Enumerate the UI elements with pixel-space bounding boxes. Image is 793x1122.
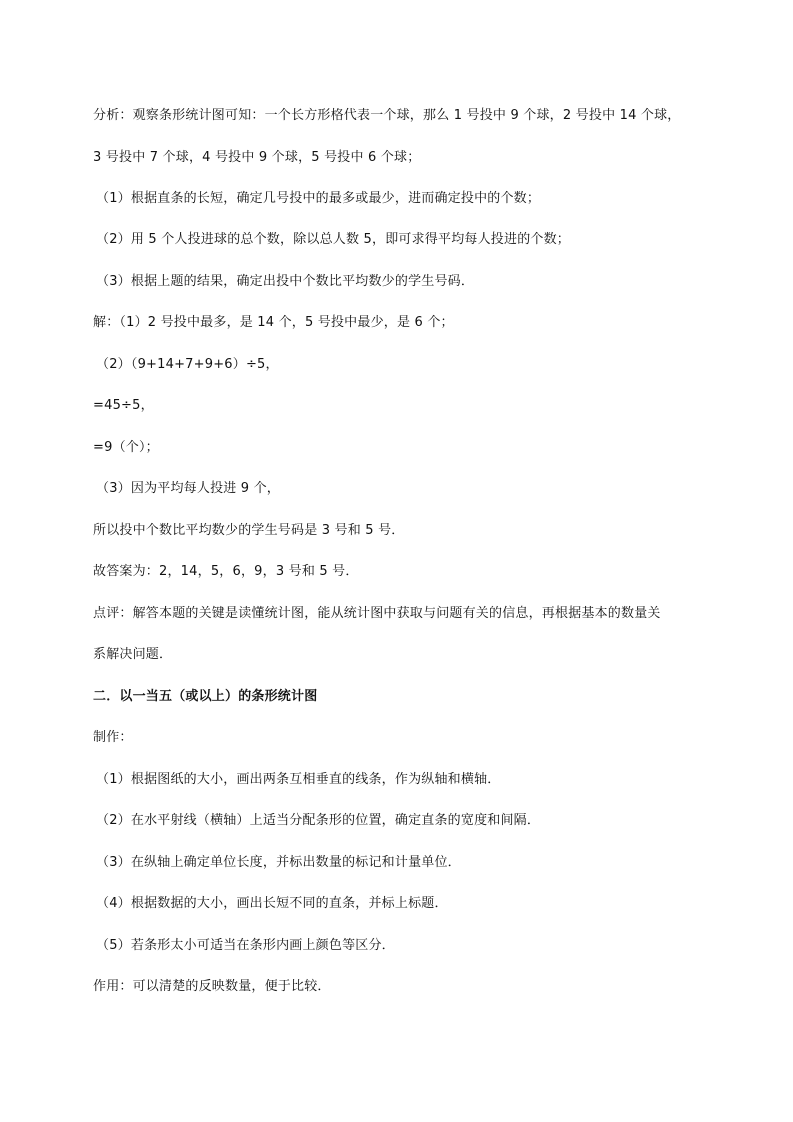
- comment-line-2: 系解决问题．: [93, 647, 173, 662]
- analysis-step-1: （1）根据直条的长短，确定几号投中的最多或最少，进而确定投中的个数；: [96, 191, 541, 206]
- production-step-5: （5）若条形太小可适当在条形内画上颜色等区分．: [96, 938, 395, 953]
- solution-part-1: 解：（1）2 号投中最多，是 14 个，5 号投中最少，是 6 个；: [93, 315, 454, 330]
- answer-line: 故答案为：2，14，5，6，9，3 号和 5 号．: [93, 564, 359, 579]
- solution-part-2-expression: （2）（9+14+7+9+6）÷5，: [96, 357, 279, 372]
- production-step-3: （3）在纵轴上确定单位长度，并标出数量的标记和计量单位．: [96, 855, 461, 870]
- analysis-step-3: （3）根据上题的结果，确定出投中个数比平均数少的学生号码．: [96, 274, 475, 289]
- analysis-line-2: 3 号投中 7 个球，4 号投中 9 个球，5 号投中 6 个球；: [93, 150, 421, 165]
- purpose-line: 作用：可以清楚的反映数量，便于比较．: [93, 979, 331, 994]
- analysis-step-2: （2）用 5 个人投进球的总个数，除以总人数 5，即可求得平均每人投进的个数；: [96, 232, 571, 247]
- analysis-line-1: 分析：观察条形统计图可知：一个长方形格代表一个球，那么 1 号投中 9 个球，2 号投中 14 个球，: [93, 108, 681, 123]
- solution-part-3: （3）因为平均每人投进 9 个，: [96, 481, 281, 496]
- solution-part-2-step: =45÷5，: [93, 398, 154, 413]
- solution-part-3-conclusion: 所以投中个数比平均数少的学生号码是 3 号和 5 号．: [93, 523, 405, 538]
- comment-line-1: 点评：解答本题的关键是读懂统计图，能从统计图中获取与问题有关的信息，再根据基本的数量关: [93, 606, 661, 621]
- section-heading: 二．以一当五（或以上）的条形统计图: [93, 689, 318, 704]
- solution-part-2-result: =9（个）；: [93, 440, 159, 455]
- production-label: 制作：: [93, 730, 133, 745]
- production-step-4: （4）根据数据的大小，画出长短不同的直条，并标上标题．: [96, 896, 448, 911]
- production-step-2: （2）在水平射线（横轴）上适当分配条形的位置，确定直条的宽度和间隔．: [96, 813, 541, 828]
- production-step-1: （1）根据图纸的大小，画出两条互相垂直的线条，作为纵轴和横轴．: [96, 772, 501, 787]
